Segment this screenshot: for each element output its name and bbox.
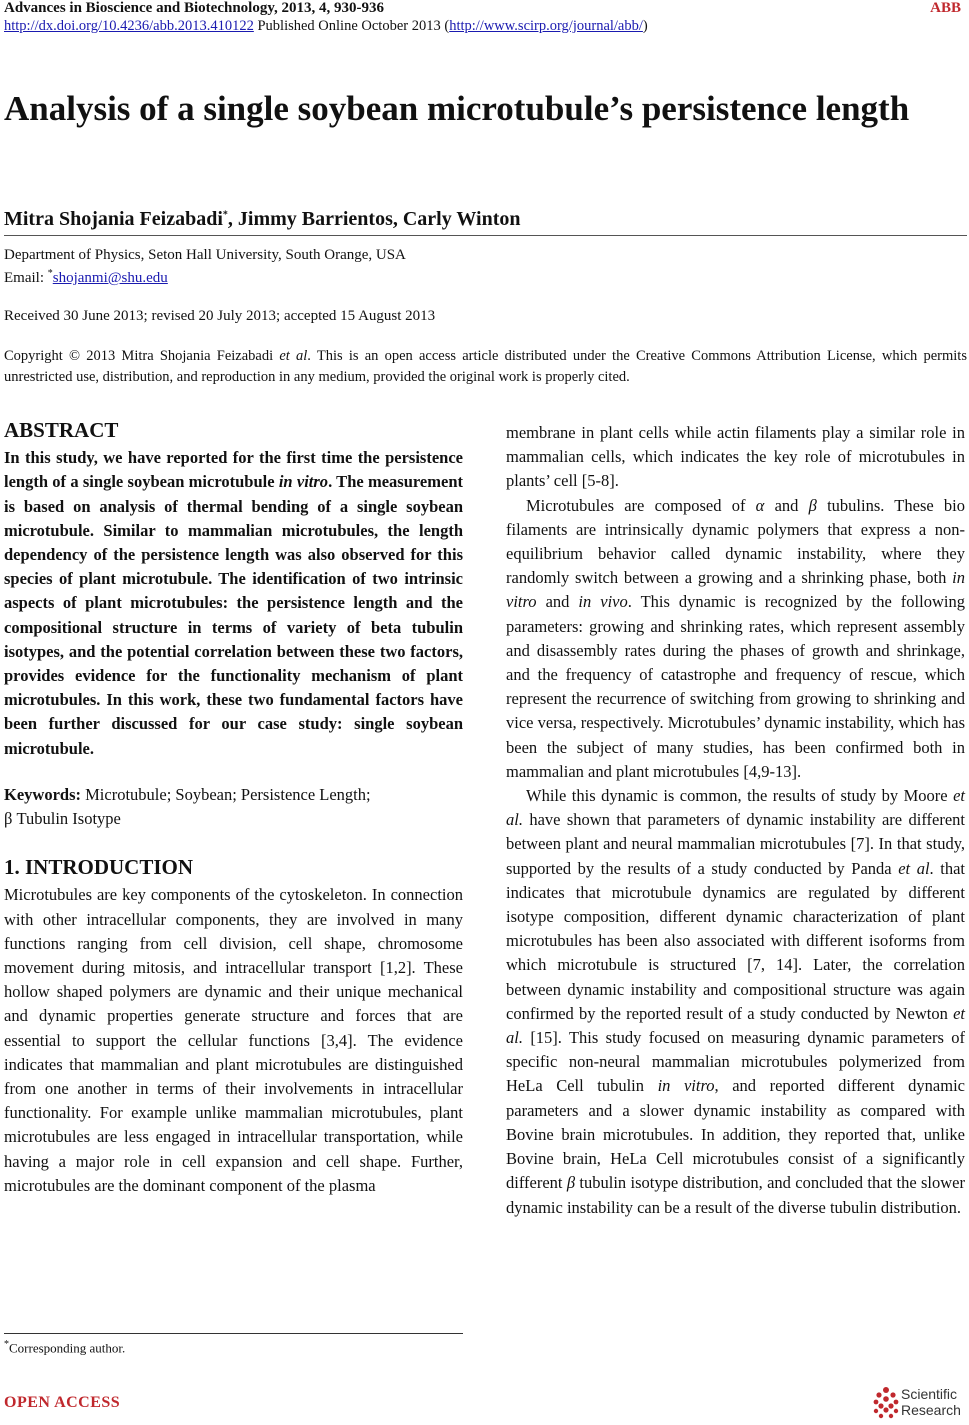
- abstract-text: [4, 446, 463, 761]
- copyright-notice: [4, 346, 967, 388]
- email-marker: *: [47, 268, 53, 279]
- logo-line2: Research: [901, 1402, 961, 1418]
- logo-line1: Scientific: [901, 1386, 958, 1402]
- keywords-line2: β Tubulin Isotype: [4, 809, 121, 829]
- footnote-text: Corresponding author.: [9, 1340, 126, 1356]
- journal-abbrev: ABB: [930, 0, 961, 16]
- scientific-research-logo: [873, 1386, 965, 1422]
- doi-line: [4, 18, 648, 35]
- affiliation: Department of Physics, Seton Hall University, South Orange, USA: [4, 247, 406, 263]
- p3-etal2: et al: [898, 858, 930, 878]
- p3-beta: β: [566, 1173, 576, 1193]
- p3-d: [15]. This study focused on measuring dynamic parameters of specific non-neural mammalian microtubules polymerized from HeLa Cell tubulin: [506, 1028, 965, 1096]
- p2-b: and: [764, 495, 809, 515]
- p2-a: Microtubules are composed of: [526, 495, 756, 515]
- p3-b: have shown that parameters of dynamic instability are different between plant and neural mammalian microtubules [7]. In that study, supported by the results of a study conducted by Panda: [506, 810, 965, 878]
- author-divider: [4, 235, 967, 236]
- p2-alpha: α: [755, 495, 765, 515]
- p3-a: While this dynamic is common, the results of study by Moore: [526, 786, 954, 806]
- footnote-divider: [4, 1333, 463, 1334]
- author-first: Mitra Shojania Feizabadi: [4, 208, 223, 230]
- intro-paragraph-1-cont: membrane in plant cells while actin filaments play a similar role in mammalian cells, which indicates the key role of microtubules in plants’ cell [5-8].: [506, 423, 965, 491]
- p2-d: and: [536, 592, 579, 612]
- intro-paragraph-3: [506, 784, 965, 1220]
- keywords-label: Keywords:: [4, 784, 81, 804]
- email-line: [4, 268, 168, 287]
- journal-header: Advances in Bioscience and Biotechnology, 2013, 4, 930-936: [4, 0, 385, 16]
- p2-invivo: in vivo: [578, 592, 628, 612]
- p2-invitro: in vitro: [506, 568, 965, 612]
- copyright-etal: et al: [279, 348, 308, 364]
- intro-paragraph-2: [506, 494, 965, 784]
- close-paren: ): [642, 18, 648, 34]
- right-column: [506, 421, 965, 1220]
- logo-icon: [873, 1386, 899, 1420]
- p3-e: , and reported different dynamic parameters and a slower dynamic instability as compared with Bovine brain microtubules. In addition, they reported that, unlike Bovine brain, HeLa Cell microtubules consist of a significantly different: [506, 1076, 965, 1193]
- p3-c: . that indicates that microtubule dynamics are regulated by different isotype composition, different dynamic characterization of plant microtubules has been also associated with different isoforms from which microtubule is structured [7, 14]. Later, the correlation between dynamic instability and compositional structure was again confirmed by the reported result of a study conducted by Newton: [506, 858, 965, 1023]
- p2-e: . This dynamic is recognized by the following parameters: growing and shrinking rates, which represent assembly and disassembly rates during the phases of growth and shrinkage, and the frequency of catastrophe and frequency of rescue, which represent the recurrence of switching from growing to shrinking and vice versa, respectively. Microtubules’ dynamic instability, which has been the subject of many studies, has been confirmed both in mammalian and plant microtubules [4,9-13].: [506, 592, 965, 781]
- author-rest: , Jimmy Barrientos, Carly Winton: [227, 208, 521, 230]
- copyright-part2: . This is an open access article distributed under the Creative Commons Attribution License, which permits unrestricted use, distribution, and reproduction in any medium, provided the original work is properly cited.: [4, 348, 967, 385]
- footnote-marker: *: [4, 1339, 9, 1350]
- logo-text: [901, 1386, 961, 1418]
- abstract-part2: . The measurement is based on analysis of thermal bending of a single soybean microtubule. Similar to mammalian microtubules, the length dependency of the persistence length was also observed for this species of plant microtubule. The identification of two intrinsic aspects of plant microtubules: the persistence length and the compositional structure in terms of variety of beta tubulin isotypes, and the potential correlation between these two factors, provides evidence for the functionality mechanism of plant microtubules. In this work, these two fundamental factors have been further discussed for our case study: single soybean microtubule.: [4, 472, 463, 758]
- abstract-heading: ABSTRACT: [4, 418, 119, 442]
- author-marker: *: [222, 209, 228, 221]
- footnote: [4, 1339, 125, 1356]
- intro-heading: 1. INTRODUCTION: [4, 855, 194, 880]
- open-access-label: OPEN ACCESS: [4, 1394, 121, 1411]
- received-dates: Received 30 June 2013; revised 20 July 2013; accepted 15 August 2013: [4, 308, 436, 324]
- keywords-text: Microtubule; Soybean; Persistence Length;: [81, 784, 371, 804]
- p3-invitro: in vitro: [657, 1076, 715, 1096]
- article-title: Analysis of a single soybean microtubule’s persistence length: [4, 89, 910, 128]
- abstract-invitro: in vitro: [278, 472, 329, 492]
- p3-etal3: et al.: [506, 1003, 965, 1048]
- p2-c: tubulins. These bio filaments are intrinsically dynamic polymers that express a non-equilibrium behavior called dynamic instability, where they randomly switch between a growing and a shrinking phase, both: [506, 495, 965, 588]
- doi-link[interactable]: http://dx.doi.org/10.4236/abb.2013.410122: [4, 18, 254, 34]
- email-link[interactable]: shojanmi@shu.edu: [52, 270, 168, 286]
- left-column: [4, 418, 463, 1198]
- p3-f: tubulin isotype distribution, and concluded that the slower dynamic instability can be a result of the diverse tubulin distribution.: [506, 1173, 965, 1217]
- copyright-part1: Copyright © 2013 Mitra Shojania Feizabadi: [4, 348, 280, 364]
- email-label: Email:: [4, 270, 48, 286]
- abstract-part1: In this study, we have reported for the first time the persistence length of a single soybean microtubule: [4, 448, 463, 492]
- journal-link[interactable]: http://www.scirp.org/journal/abb/: [449, 18, 643, 34]
- keywords: [4, 783, 463, 831]
- p3-etal1: et al.: [506, 786, 965, 830]
- p2-beta: β: [808, 495, 817, 515]
- authors: [4, 208, 520, 231]
- published-text: Published Online October 2013 (: [253, 18, 450, 34]
- intro-paragraph-1: Microtubules are key components of the cytoskeleton. In connection with other intracellular components, they are involved in many functions ranging from cell division, cell shape, chromosome movement during mitosis, and intracellular transport [1,2]. These hollow shaped polymers are dynamic and their unique mechanical and dynamic properties generate structure and forces that are essential to support the cellular functions [3,4]. The evidence indicates that mammalian and plant microtubules are distinguished from one another in terms of their involvements in intracellular functionality. For example unlike mammalian microtubules, plant microtubules are less engaged in intracellular transportation, while having a major role in cell expansion and cell shape. Further, microtubules are the dominant component of the plasma: [4, 885, 463, 1195]
